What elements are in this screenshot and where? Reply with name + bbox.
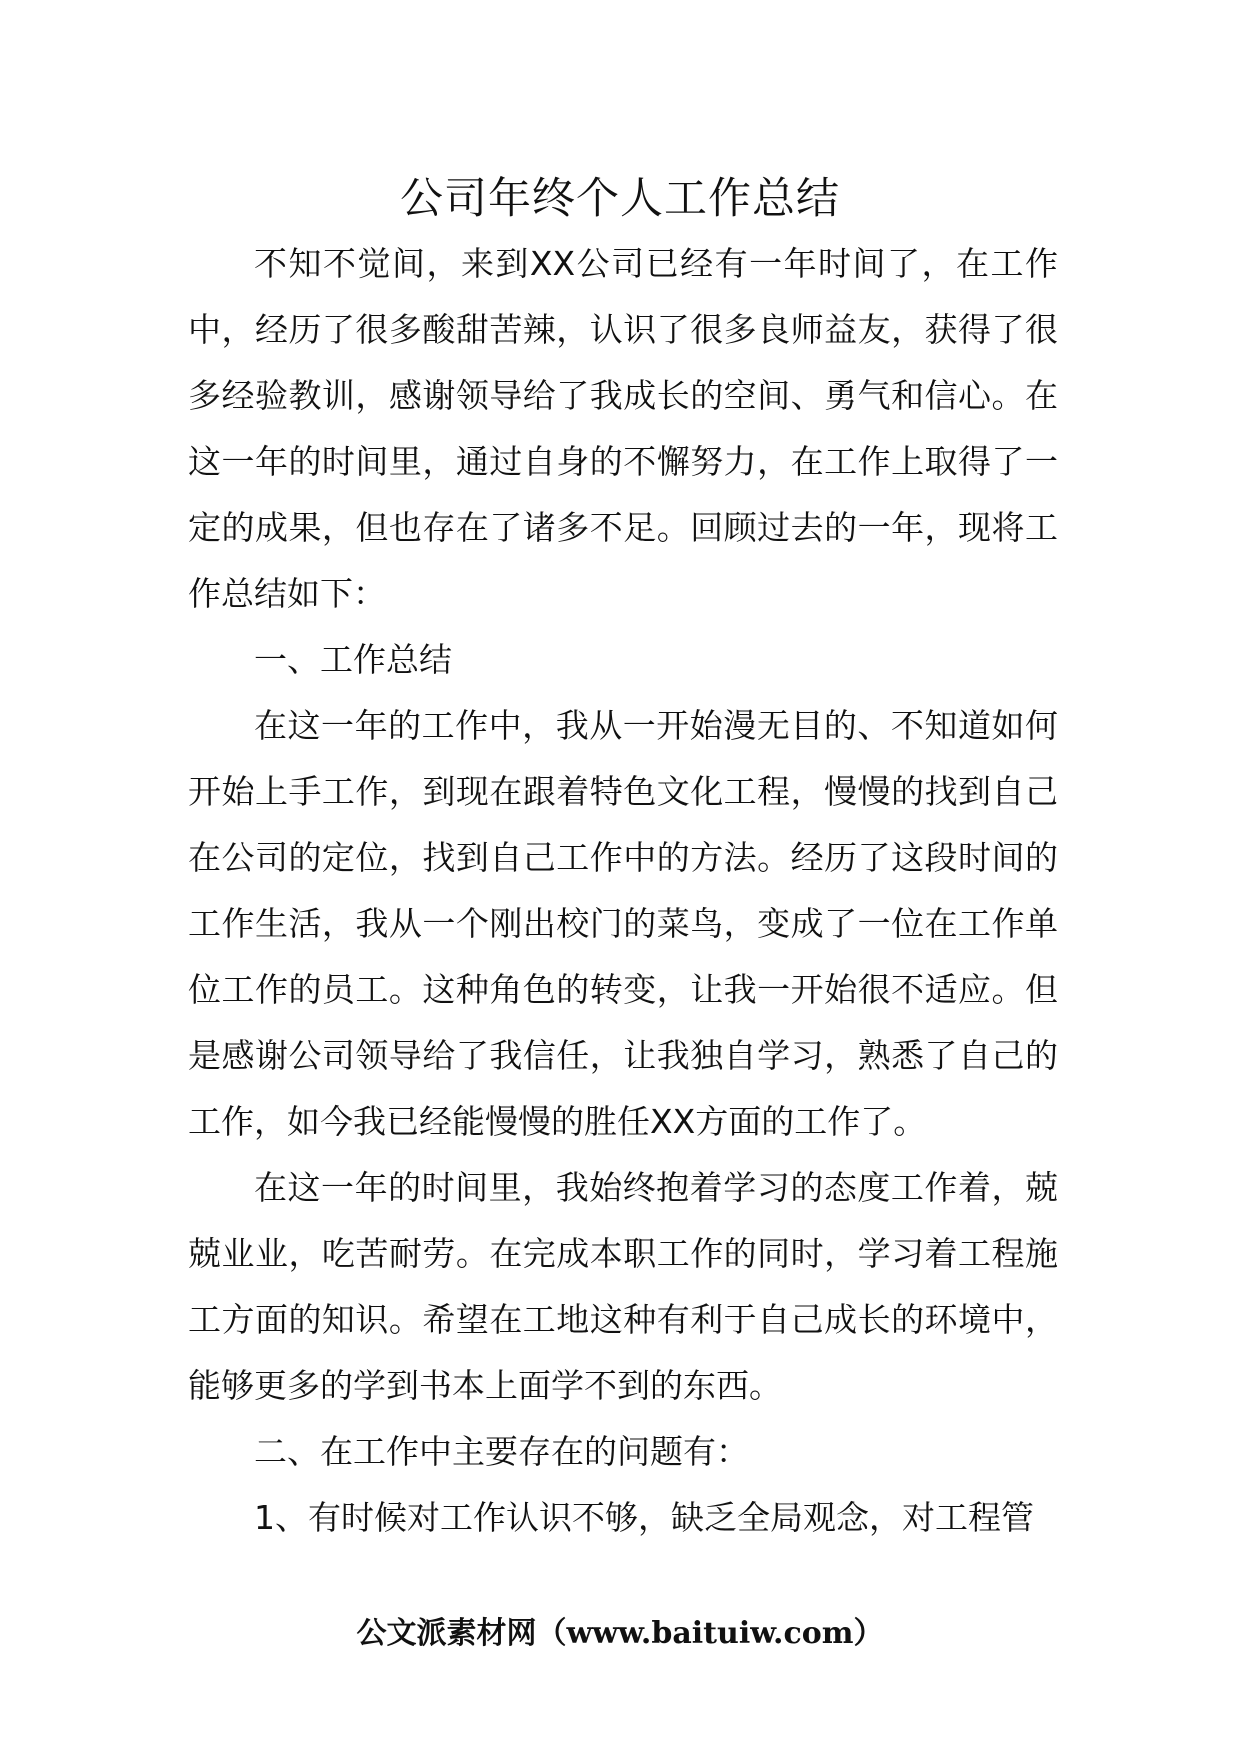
- document-title: 公司年终个人工作总结: [400, 174, 840, 224]
- paragraph-learning-attitude: 在这一年的时间里，我始终抱着学习的态度工作着，兢兢业业，吃苦耐劳。在完成本职工作的同时，学习着工程施工方面的知识。希望在工地这种有利于自己成长的环境中，能够更多的学到书本上面学不到的东西。: [188, 1168, 1058, 1405]
- section-heading-work-summary: 一、工作总结: [254, 640, 452, 679]
- paragraph-problem-1: 1、有时候对工作认识不够，缺乏全局观念，对工程管: [254, 1498, 1034, 1537]
- paragraph-intro: 不知不觉间，来到XX公司已经有一年时间了，在工作中，经历了很多酸甜苦辣，认识了很多良师益友，获得了很多经验教训，感谢领导给了我成长的空间、勇气和信心。在这一年的时间里，通过自身的不懈努力，在工作上取得了一定的成果，但也存在了诸多不足。回顾过去的一年，现将工作总结如下：: [188, 244, 1058, 613]
- section-heading-problems: 二、在工作中主要存在的问题有：: [254, 1432, 749, 1471]
- document-body: [188, 231, 1058, 1551]
- paragraph-work-summary: 在这一年的工作中，我从一开始漫无目的、不知道如何开始上手工作，到现在跟着特色文化工程，慢慢的找到自己在公司的定位，找到自己工作中的方法。经历了这段时间的工作生活，我从一个刚出校门的菜鸟，变成了一位在工作单位工作的员工。这种角色的转变，让我一开始很不适应。但是感谢公司领导给了我信任，让我独自学习，熟悉了自己的工作，如今我已经能慢慢的胜任XX方面的工作了。: [188, 706, 1058, 1141]
- watermark-footer: 公文派素材网（www.baituiw.com）: [356, 1616, 884, 1651]
